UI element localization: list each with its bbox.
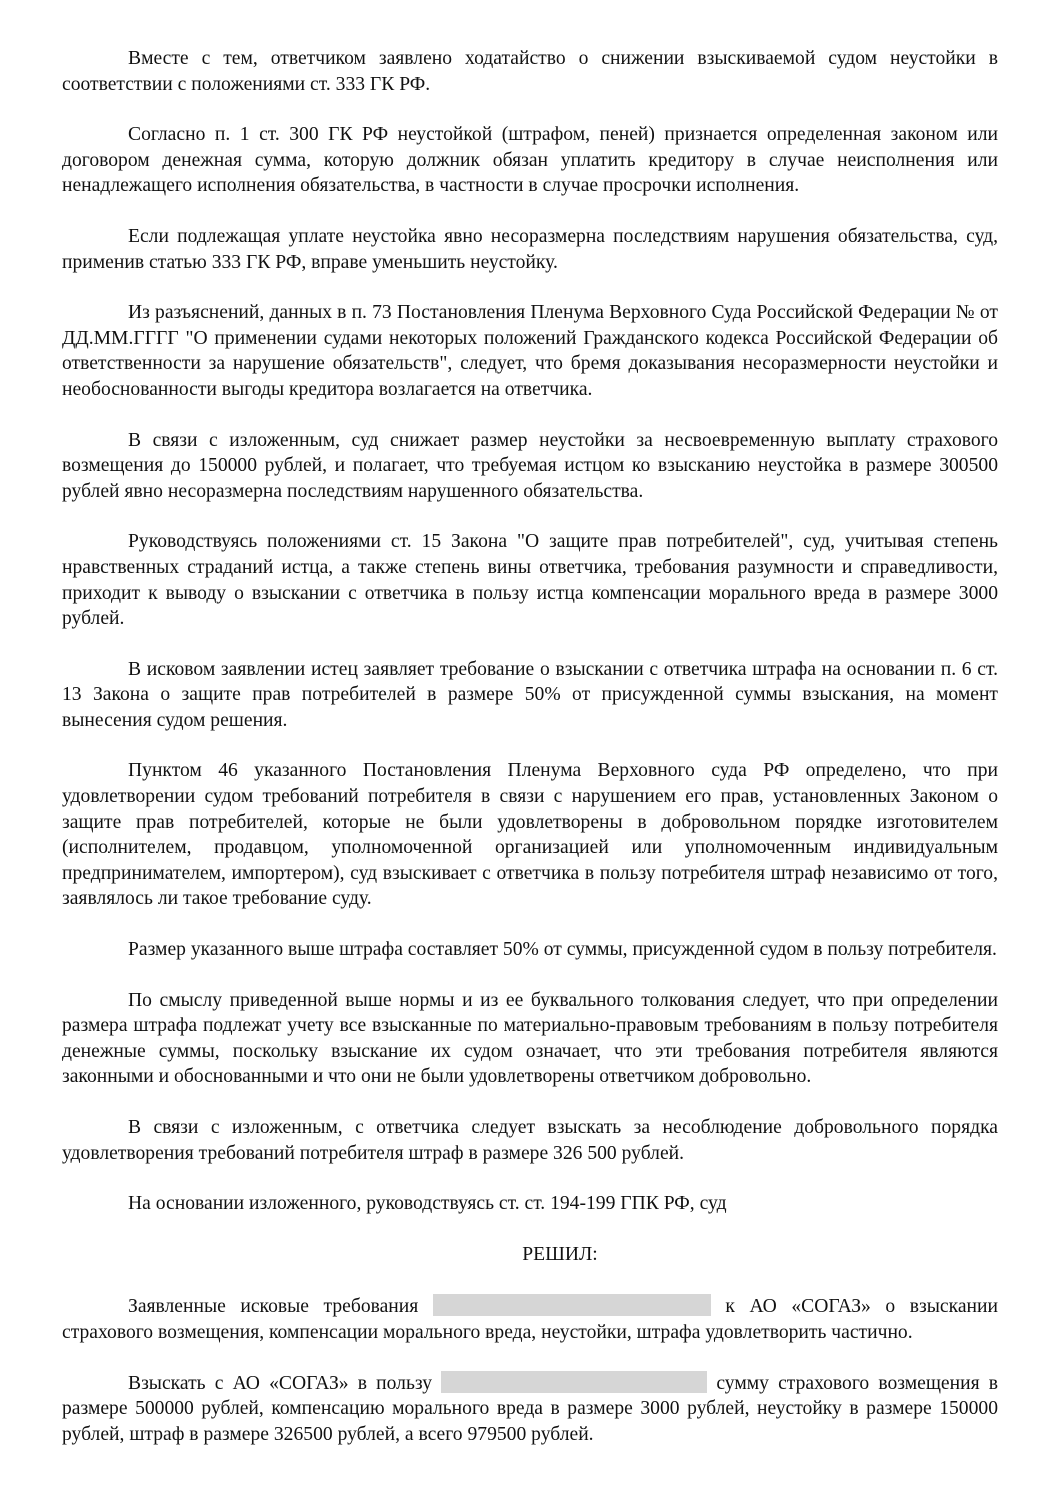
resolution-2-text-after: сумму страхового возмещения в размере 500000 рублей, компенсацию морального вреда в размере 3000 рублей, неустойку в размере 150000 рублей, штраф в размере 326500 рублей, а всего 979500 рублей. (62, 1372, 999, 1445)
paragraph: Если подлежащая уплате неустойка явно несоразмерна последствиям нарушения обязательства, суд, применив статью 333 ГК РФ, вправе уменьшить неустойку. (62, 225, 998, 273)
resolution-1-text-after: к АО «СОГАЗ» о взыскании страхового возмещения, компенсации морального вреда, неустойки, штрафа удовлетворить частично. (62, 1296, 998, 1343)
paragraph: Согласно п. 1 ст. 300 ГК РФ неустойкой (штрафом, пеней) признается определенная законом или договором денежная сумма, которую должник обязан уплатить кредитору в случае неисполнения или ненадлежащего исполнения обязательства, в частности в случае просрочки исполнения. (62, 124, 998, 197)
document-page (62, 46, 998, 1472)
redacted-name-block (441, 1371, 707, 1393)
paragraph: В связи с изложенным, с ответчика следует взыскать за несоблюдение добровольного порядка удовлетворения требований потребителя штраф в размере 326 500 рублей. (62, 1117, 998, 1164)
decision-heading: РЕШИЛ: (522, 1243, 598, 1265)
paragraph: На основании изложенного, руководствуясь ст. ст. 194-199 ГПК РФ, суд (128, 1193, 727, 1215)
paragraph: В исковом заявлении истец заявляет требование о взыскании с ответчика штрафа на основании п. 6 ст. 13 Закона о защите прав потребителей в размере 50% от присужденной суммы взыскания, на момент вынесения судом решения. (62, 658, 998, 731)
resolution-1-text-before: Заявленные исковые требования (128, 1296, 419, 1318)
paragraph: Вместе с тем, ответчиком заявлено ходатайство о снижении взыскиваемой судом неустойки в соответствии с положениями ст. 333 ГК РФ. (62, 48, 998, 95)
resolution-2-text-before: Взыскать с АО «СОГАЗ» в пользу (128, 1372, 433, 1394)
resolution-paragraph-1 (62, 1294, 998, 1345)
paragraph: По смыслу приведенной выше нормы и из ее буквального толкования следует, что при определении размера штрафа подлежат учету все взысканные по материально-правовым требованиям в пользу потребителя денежные суммы, поскольку взыскание их судом означает, что эти требования потребителя являются законными и обоснованными и что они не были удовлетворены ответчиком добровольно. (62, 989, 998, 1088)
paragraph: Размер указанного выше штрафа составляет 50% от суммы, присужденной судом в пользу потребителя. (128, 939, 997, 961)
paragraph: Руководствуясь положениями ст. 15 Закона "О защите прав потребителей", суд, учитывая степень нравственных страданий истца, а также степень вины ответчика, требования разумности и справедливости, приходит к выводу о взыскании с ответчика в пользу истца компенсации морального вреда в размере 3000 рублей. (62, 531, 998, 630)
redacted-name-block (433, 1294, 711, 1316)
resolution-paragraph-2 (62, 1371, 998, 1448)
paragraph: Пунктом 46 указанного Постановления Пленума Верховного суда РФ определено, что при удовлетворении судом требований потребителя в связи с нарушением его прав, установленных Законом о защите прав потребителей, которые не были удовлетворены в добровольном порядке изготовителем (исполнителем, продавцом, уполномоченной организацией или уполномоченным индивидуальным предпринимателем, импортером), суд взыскивает с ответчика в пользу потребителя штраф независимо от того, заявлялось ли такое требование суду. (62, 760, 998, 910)
paragraph: Из разъяснений, данных в п. 73 Постановления Пленума Верховного Суда Российской Федерации № от ДД.ММ.ГГГГ "О применении судами некоторых положений Гражданского кодекса Российской Федерации об ответственности за нарушение обязательств", следует, что бремя доказывания несоразмерности неустойки и необоснованности выгоды кредитора возлагается на ответчика. (62, 302, 998, 400)
paragraph: В связи с изложенным, суд снижает размер неустойки за несвоевременную выплату страхового возмещения до 150000 рублей, и полагает, что требуемая истцом ко взысканию неустойка в размере 300500 рублей явно несоразмерна последствиям нарушенного обязательства. (62, 429, 998, 502)
